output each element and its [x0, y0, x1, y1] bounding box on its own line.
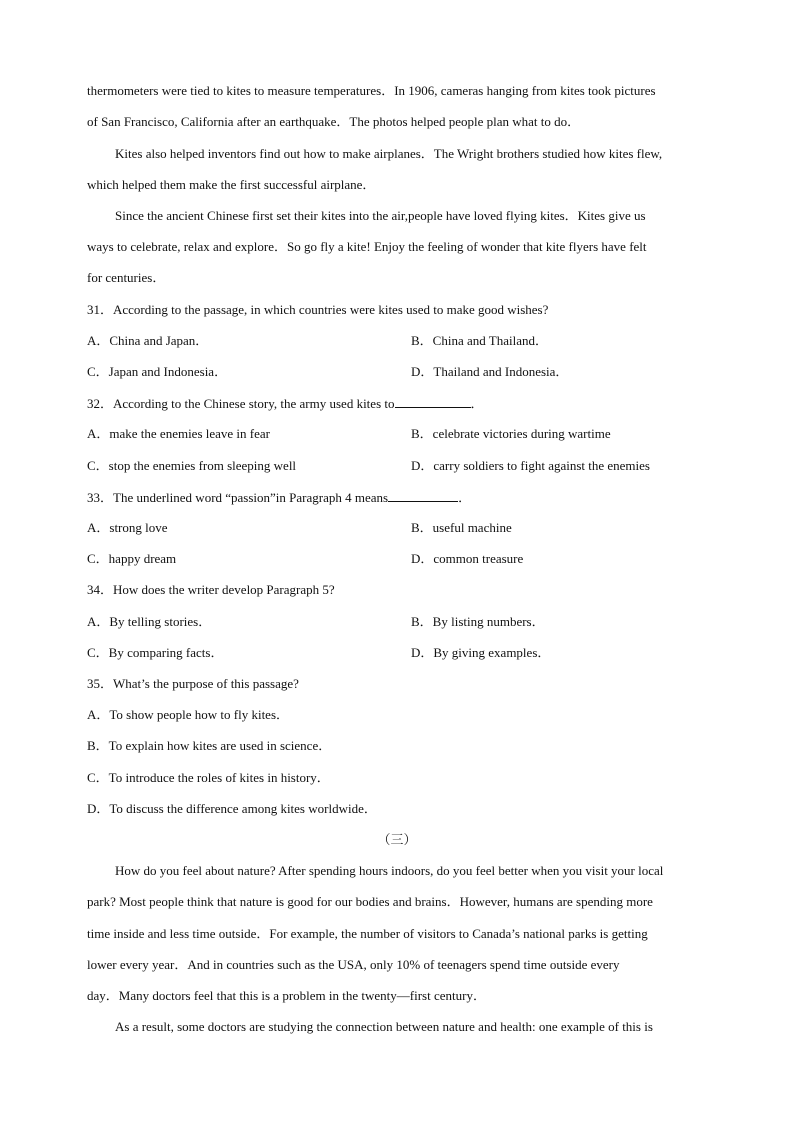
passage-line: day．Many doctors feel that this is a problem in the twenty—first century． [87, 988, 486, 1003]
question-stem-34: 34．How does the writer develop Paragraph 5? [87, 582, 335, 597]
option-34-a[interactable]: A．By telling stories． [87, 614, 212, 629]
option-35-c[interactable]: C．To introduce the roles of kites in history． [87, 770, 330, 785]
option-34-c[interactable]: C．By comparing facts． [87, 645, 224, 660]
answer-blank[interactable] [388, 489, 458, 502]
passage-line: park? Most people think that nature is good for our bodies and brains．However, humans are spending more [87, 894, 653, 909]
question-stem-33-text: 33．The underlined word “passion”in Paragraph 4 means [87, 490, 389, 505]
passage-line: As a result, some doctors are studying the connection between nature and health: one example of this is [115, 1019, 653, 1034]
passage-line: Since the ancient Chinese first set their kites into the air,people have loved flying kites．Kites give us [115, 208, 646, 223]
question-stem-35: 35．What’s the purpose of this passage? [87, 676, 299, 691]
passage-line: which helped them make the first successful airplane． [87, 177, 376, 192]
option-33-a[interactable]: A．strong love [87, 520, 168, 535]
section-heading: （三） [377, 832, 417, 847]
option-34-d[interactable]: D．By giving examples． [411, 645, 551, 660]
passage-line: for centuries． [87, 270, 166, 285]
option-32-d[interactable]: D．carry soldiers to fight against the enemies [411, 458, 650, 473]
passage-line: Kites also helped inventors find out how to make airplanes．The Wright brothers studied how kites flew, [115, 146, 663, 161]
option-31-a[interactable]: A．China and Japan． [87, 333, 209, 348]
option-31-b[interactable]: B．China and Thailand． [411, 333, 548, 348]
option-35-d[interactable]: D．To discuss the difference among kites worldwide． [87, 801, 377, 816]
option-34-b[interactable]: B．By listing numbers． [411, 614, 545, 629]
option-31-d[interactable]: D．Thailand and Indonesia． [411, 364, 569, 379]
option-31-c[interactable]: C．Japan and Indonesia． [87, 364, 228, 379]
option-32-c[interactable]: C．stop the enemies from sleeping well [87, 458, 297, 473]
question-stem-33 [87, 489, 471, 505]
passage-line: time inside and less time outside．For example, the number of visitors to Canada’s national parks is getting [87, 926, 648, 941]
option-35-a[interactable]: A．To show people how to fly kites． [87, 707, 290, 722]
passage-line: thermometers were tied to kites to measure temperatures．In 1906, cameras hanging from kites took pictures [87, 83, 656, 98]
passage-line: lower every year．And in countries such as the USA, only 10% of teenagers spend time outside every [87, 957, 620, 972]
answer-blank[interactable] [395, 395, 471, 408]
option-35-b[interactable]: B．To explain how kites are used in science． [87, 738, 332, 753]
option-32-b[interactable]: B．celebrate victories during wartime [411, 426, 611, 441]
question-stem-31: 31．According to the passage, in which countries were kites used to make good wishes? [87, 302, 549, 317]
question-stem-33-end: ． [458, 490, 472, 505]
question-stem-32-text: 32．According to the Chinese story, the army used kites to [87, 396, 395, 411]
question-stem-32 [87, 395, 484, 411]
option-33-b[interactable]: B．useful machine [411, 520, 512, 535]
option-33-c[interactable]: C．happy dream [87, 551, 177, 566]
option-32-a[interactable]: A．make the enemies leave in fear [87, 426, 270, 441]
passage-line: ways to celebrate, relax and explore．So go fly a kite! Enjoy the feeling of wonder that kite flyers have felt [87, 239, 647, 254]
passage-line: of San Francisco, California after an earthquake．The photos helped people plan what to do． [87, 114, 581, 129]
question-stem-32-end: ． [470, 396, 484, 411]
option-33-d[interactable]: D．common treasure [411, 551, 524, 566]
passage-line: How do you feel about nature? After spending hours indoors, do you feel better when you visit your local [115, 863, 664, 878]
